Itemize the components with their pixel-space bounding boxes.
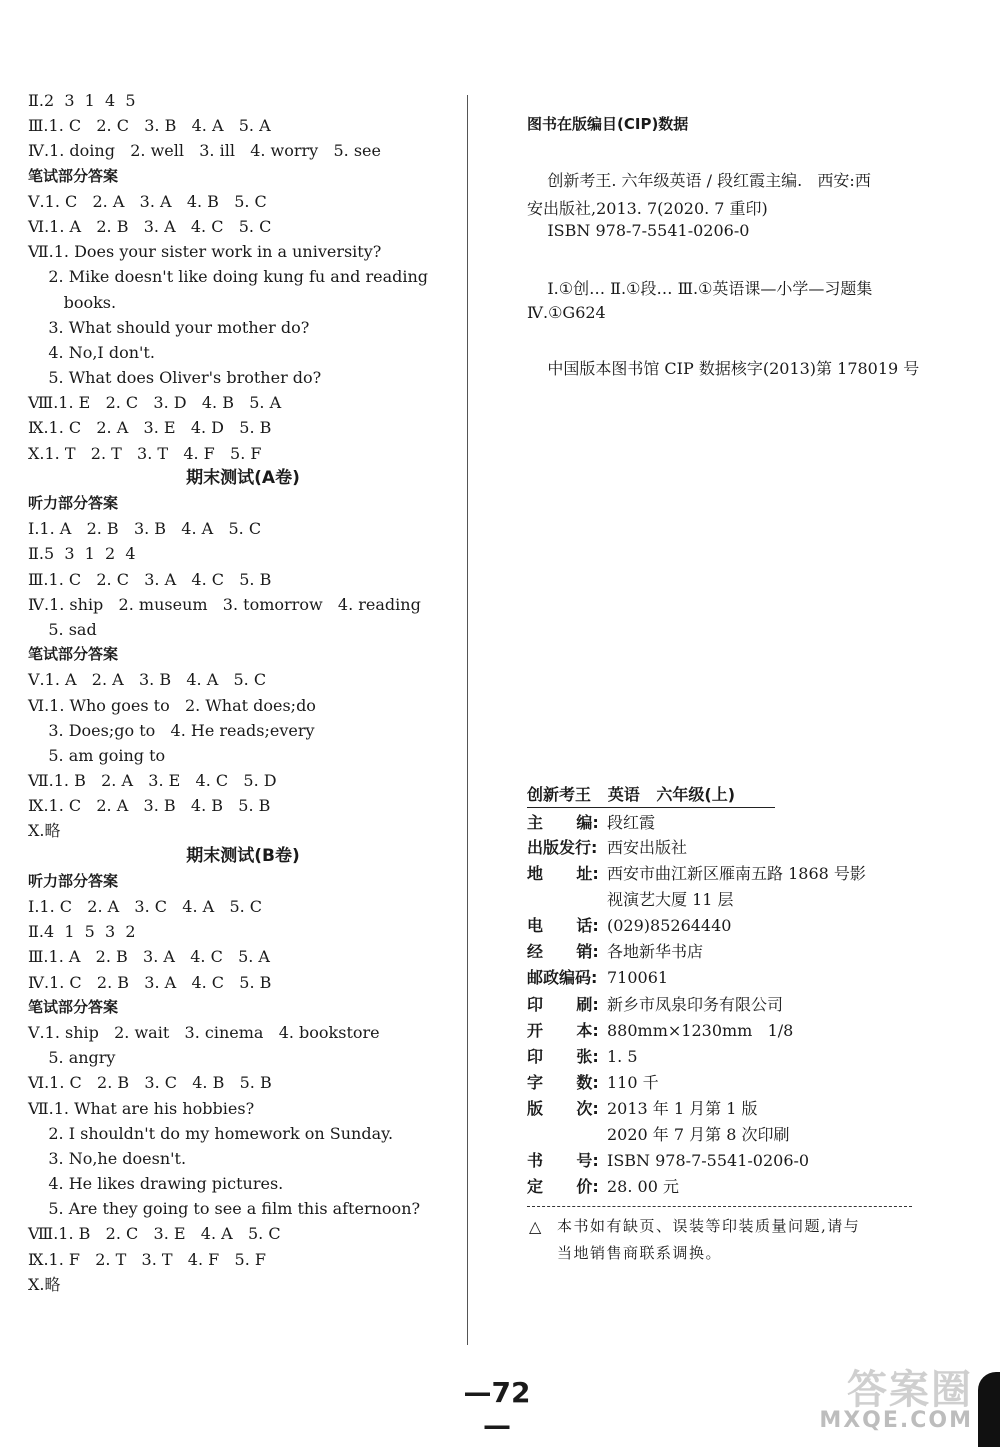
price-rule — [527, 1206, 912, 1207]
subsection-label: 笔试部分答案 — [28, 166, 119, 185]
answer-line: books. — [28, 292, 117, 312]
imprint-value: 西安市曲江新区雁南五路 1868 号影 — [607, 864, 866, 883]
imprint-row — [527, 861, 917, 886]
watermark-url: MXQE.COM — [819, 1408, 973, 1433]
answer-line: Ⅶ.1. B 2. A 3. E 4. C 5. D — [28, 771, 277, 791]
imprint-row — [527, 1148, 917, 1173]
imprint-row — [527, 992, 917, 1017]
imprint-row — [527, 1044, 917, 1069]
imprint-row — [527, 913, 917, 938]
answer-line: Ⅸ.1. F 2. T 3. T 4. F 5. F — [28, 1249, 266, 1269]
page-corner — [978, 1372, 1000, 1447]
answer-line: Ⅵ.1. C 2. B 3. C 4. B 5. B — [28, 1073, 272, 1093]
answer-line: 4. He likes drawing pictures. — [28, 1174, 284, 1194]
answer-line: Ⅳ.1. doing 2. well 3. ill 4. worry 5. see — [28, 141, 381, 161]
cip-title: 图书在版编目(CIP)数据 — [527, 115, 689, 133]
imprint-row — [527, 835, 917, 860]
answer-line: Ⅴ.1. C 2. A 3. A 4. B 5. C — [28, 191, 267, 211]
imprint-label: 字 数: — [527, 1073, 599, 1092]
answer-line: Ⅲ.1. C 2. C 3. B 4. A 5. A — [28, 116, 271, 136]
answer-line: 5. What does Oliver's brother do? — [28, 368, 322, 388]
watermark — [795, 1358, 995, 1440]
imprint-label: 书 号: — [527, 1151, 599, 1170]
answer-line: 5. angry — [28, 1048, 116, 1068]
answer-line: Ⅱ.2 3 1 4 5 — [28, 91, 136, 110]
imprint-label: 出版发行: — [527, 838, 598, 857]
imprint-label: 印 刷: — [527, 995, 599, 1014]
imprint-row — [527, 887, 917, 912]
answer-line: Ⅲ.1. A 2. B 3. A 4. C 5. A — [28, 947, 270, 967]
imprint-value: (029)85264440 — [607, 916, 732, 935]
subsection-label: 笔试部分答案 — [28, 645, 119, 664]
imprint-row — [527, 965, 917, 990]
subsection-label: 听力部分答案 — [28, 494, 119, 512]
answer-line: 5. sad — [28, 619, 97, 639]
answer-line: Ⅵ.1. Who goes to 2. What does;do — [28, 695, 316, 715]
answer-line: Ⅷ.1. E 2. C 3. D 4. B 5. A — [28, 393, 282, 413]
imprint-label: 开 本: — [527, 1021, 599, 1040]
answer-line: 4. No,I don't. — [28, 342, 155, 362]
imprint-label: 邮政编码: — [527, 968, 598, 987]
answer-line: 2. I shouldn't do my homework on Sunday. — [28, 1123, 394, 1143]
answer-line: Ⅰ.1. C 2. A 3. C 4. A 5. C — [28, 897, 263, 916]
answer-line: Ⅵ.1. A 2. B 3. A 4. C 5. C — [28, 216, 272, 236]
triangle-icon: △ — [529, 1217, 542, 1236]
answer-line: 2. Mike doesn't like doing kung fu and reading — [28, 267, 429, 287]
imprint-value: 视演艺大厦 11 层 — [607, 890, 734, 909]
imprint-row — [527, 1096, 917, 1121]
subsection-label: 听力部分答案 — [28, 871, 119, 890]
cip-line: ISBN 978-7-5541-0206-0 — [527, 221, 750, 240]
answer-line: Ⅶ.1. What are his hobbies? — [28, 1098, 255, 1118]
answer-line: 5. Are they going to see a film this afternoon? — [28, 1199, 421, 1219]
subsection-label: 笔试部分答案 — [28, 997, 119, 1016]
page-number: —72— — [463, 1376, 531, 1442]
answer-line: 3. What should your mother do? — [28, 317, 310, 337]
imprint-row — [527, 939, 917, 964]
answer-line: Ⅱ.5 3 1 2 4 — [28, 544, 136, 564]
imprint-row — [527, 1122, 917, 1147]
answer-line: Ⅶ.1. Does your sister work in a university? — [28, 242, 382, 262]
imprint-value: 段红霞 — [607, 813, 656, 832]
imprint-label: 电 话: — [527, 916, 599, 935]
imprint-row — [527, 1018, 917, 1043]
imprint-value: 28. 00 元 — [607, 1177, 679, 1196]
imprint-label: 主 编: — [527, 813, 599, 832]
answer-line: Ⅳ.1. ship 2. museum 3. tomorrow 4. reading — [28, 594, 421, 614]
answer-line: Ⅷ.1. B 2. C 3. E 4. A 5. C — [28, 1224, 281, 1244]
answer-line: Ⅹ.略 — [28, 821, 61, 841]
answer-line: Ⅸ.1. C 2. A 3. E 4. D 5. B — [28, 418, 272, 438]
imprint-row — [527, 810, 917, 835]
imprint-label: 版 次: — [527, 1099, 599, 1118]
answer-line: Ⅸ.1. C 2. A 3. B 4. B 5. B — [28, 796, 271, 816]
answer-line: Ⅴ.1. ship 2. wait 3. cinema 4. bookstore — [28, 1022, 380, 1042]
imprint-label: 定 价: — [527, 1177, 599, 1196]
imprint-label: 地 址: — [527, 864, 599, 883]
imprint-value: 1. 5 — [607, 1047, 638, 1066]
section-heading: 期末测试(B卷) — [186, 845, 300, 866]
imprint-value: 新乡市凤泉印务有限公司 — [607, 995, 784, 1014]
cip-line: Ⅰ.①创… Ⅱ.①段… Ⅲ.①英语课—小学—习题集 — [527, 279, 873, 298]
cip-line: Ⅳ.①G624 — [527, 303, 606, 322]
answer-line: Ⅲ.1. C 2. C 3. A 4. C 5. B — [28, 569, 272, 589]
notice-line-1: 本书如有缺页、误装等印装质量问题,请与 — [557, 1217, 861, 1235]
cip-line: 中国版本图书馆 CIP 数据核字(2013)第 178019 号 — [527, 359, 920, 378]
answer-line: Ⅴ.1. A 2. A 3. B 4. A 5. C — [28, 670, 267, 690]
answer-line: Ⅳ.1. C 2. B 3. A 4. C 5. B — [28, 972, 272, 992]
left-answer-column — [28, 88, 448, 1297]
imprint-value: 710061 — [607, 968, 669, 987]
answer-line: 5. am going to — [28, 745, 166, 765]
answer-line: Ⅹ.1. T 2. T 3. T 4. F 5. F — [28, 443, 262, 463]
imprint-row — [527, 1174, 917, 1199]
watermark-text: 答案圈 — [847, 1367, 973, 1413]
answer-line: Ⅹ.略 — [28, 1274, 61, 1294]
answer-line: 3. Does;go to 4. He reads;every — [28, 720, 315, 740]
imprint-value: ISBN 978-7-5541-0206-0 — [607, 1151, 810, 1170]
imprint-title: 创新考王 英语 六年级(上) — [527, 782, 775, 808]
notice-line-2: 当地销售商联系调换。 — [557, 1244, 723, 1262]
imprint-value: 110 千 — [607, 1073, 659, 1092]
cip-line: 安出版社,2013. 7(2020. 7 重印) — [527, 199, 768, 218]
imprint-row — [527, 1070, 917, 1095]
imprint-label: 印 张: — [527, 1047, 599, 1066]
section-heading: 期末测试(A卷) — [186, 467, 300, 488]
answer-line: Ⅱ.4 1 5 3 2 — [28, 922, 136, 942]
imprint-value: 西安出版社 — [607, 838, 688, 857]
answer-line: Ⅰ.1. A 2. B 3. B 4. A 5. C — [28, 519, 262, 539]
answer-line: 3. No,he doesn't. — [28, 1148, 187, 1168]
imprint-label: 经 销: — [527, 942, 599, 961]
imprint-value: 2013 年 1 月第 1 版 — [607, 1099, 758, 1118]
column-divider — [467, 95, 468, 1345]
imprint-value: 880mm×1230mm 1/8 — [607, 1021, 794, 1040]
cip-line: 创新考王. 六年级英语 / 段红霞主编. 西安:西 — [527, 171, 871, 190]
notice — [527, 1213, 927, 1267]
imprint-value: 2020 年 7 月第 8 次印刷 — [607, 1125, 790, 1144]
imprint-value: 各地新华书店 — [607, 942, 704, 961]
